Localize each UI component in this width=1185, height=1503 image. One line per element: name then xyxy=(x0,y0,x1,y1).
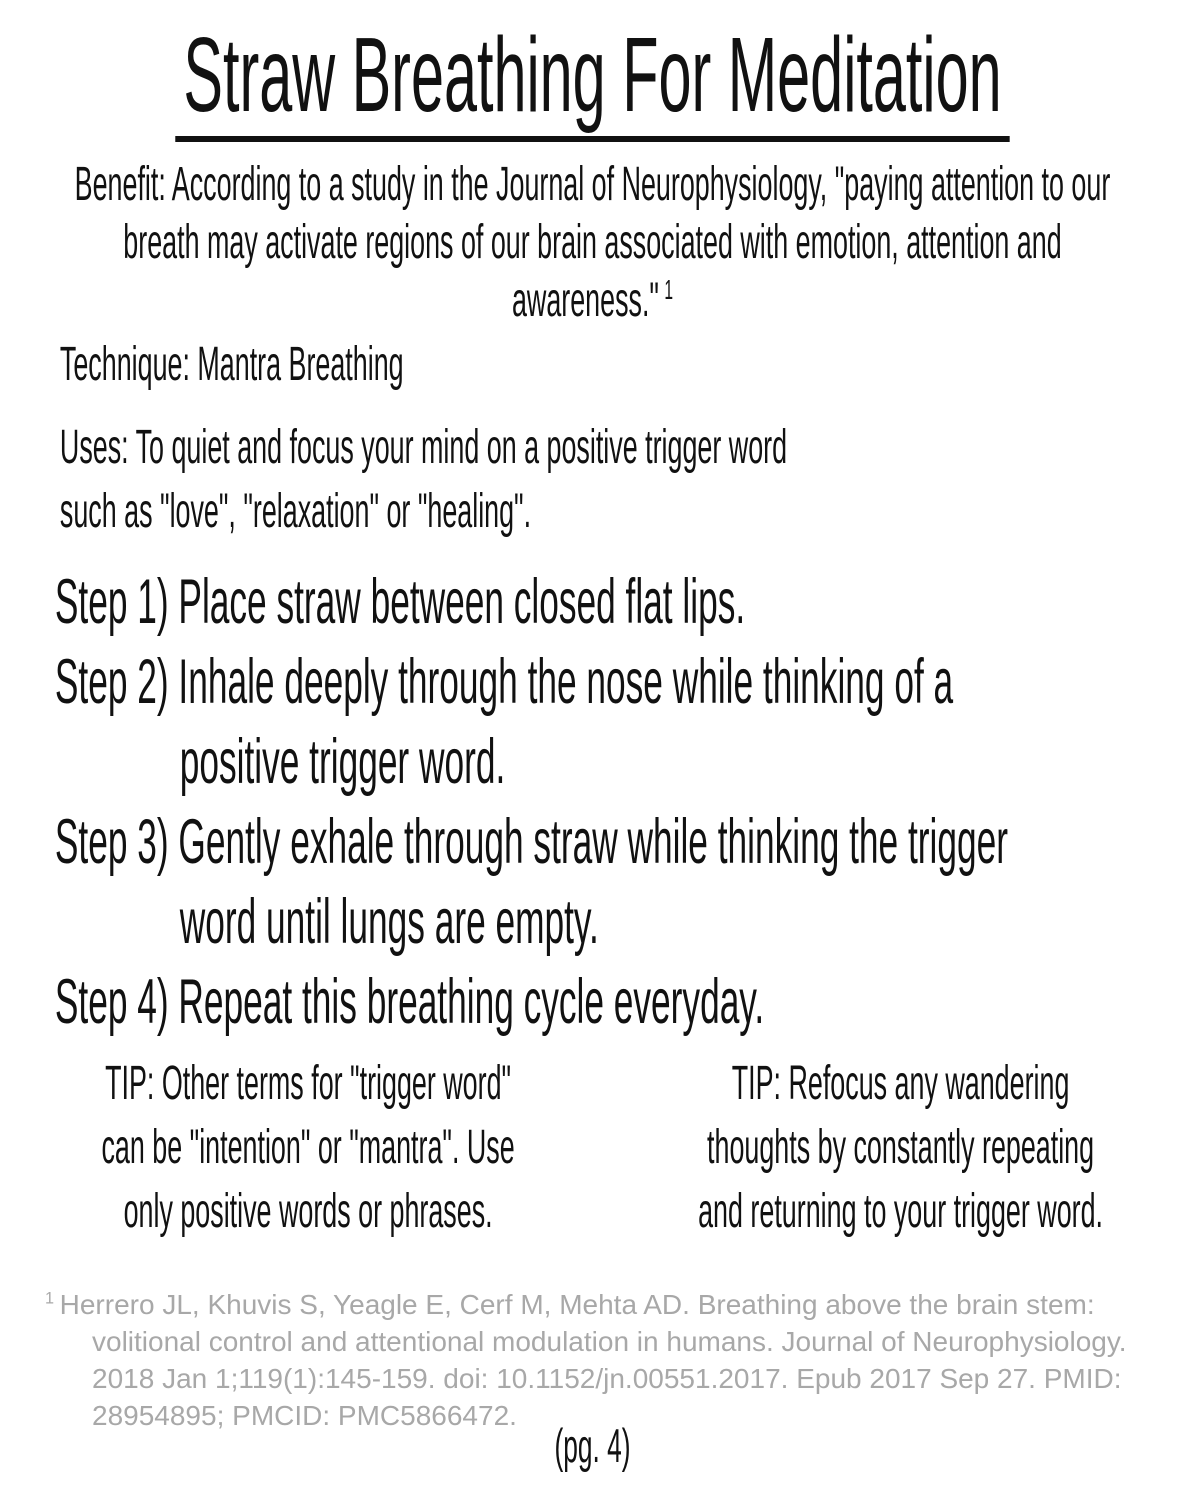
page-number-row xyxy=(0,1418,1185,1473)
footnote-reference-superscript: 1 xyxy=(664,273,674,305)
benefit-line-2: breath may activate regions of our brain associated with emotion, attention and xyxy=(123,215,1062,269)
tips-section xyxy=(0,1052,1185,1244)
step-3-line: Step 3) Gently exhale through straw while thinking the trigger xyxy=(54,806,1008,877)
page-title-text: Straw Breathing For Meditation xyxy=(176,25,1010,142)
tip-right-line-3: and returning to your trigger word. xyxy=(698,1184,1104,1238)
tip-left-line-1: TIP: Other terms for "trigger word" xyxy=(105,1056,512,1110)
tip-left xyxy=(0,1052,616,1244)
technique-line: Technique: Mantra Breathing xyxy=(59,337,404,391)
tip-left-line-3: only positive words or phrases. xyxy=(123,1184,493,1238)
footnote-line-1 xyxy=(0,1286,1185,1323)
page-title xyxy=(0,16,1185,142)
uses-line-1: Uses: To quiet and focus your mind on a positive trigger word xyxy=(59,420,788,474)
benefit-line-3-text: awareness." xyxy=(511,273,659,327)
step-2-line: Step 2) Inhale deeply through the nose while thinking of a xyxy=(54,646,954,717)
footnote-line-2: volitional control and attentional modulation in humans. Journal of Neurophysiology. xyxy=(92,1325,1127,1357)
steps-list xyxy=(55,562,1185,1042)
step-4-line: Step 4) Repeat this breathing cycle everyday. xyxy=(54,966,765,1037)
tip-right-line-2: thoughts by constantly repeating xyxy=(707,1120,1095,1174)
tip-right-line-1: TIP: Refocus any wandering xyxy=(731,1056,1070,1110)
benefit-line-1: Benefit: According to a study in the Journal of Neurophysiology, "paying attention to our xyxy=(74,157,1111,211)
citation-footnote xyxy=(0,1286,1185,1434)
step-1-line: Step 1) Place straw between closed flat lips. xyxy=(54,566,746,637)
page-number: (pg. 4) xyxy=(554,1418,631,1472)
footnote-marker: 1 xyxy=(45,1289,55,1308)
main-content xyxy=(0,16,1185,1244)
footnote-line-4: 28954895; PMCID: PMC5866472. xyxy=(92,1399,517,1431)
tip-right xyxy=(616,1052,1185,1244)
step-2-continuation: positive trigger word. xyxy=(179,726,506,797)
step-3-continuation: word until lungs are empty. xyxy=(179,886,599,957)
benefit-line-3 xyxy=(0,272,1185,330)
benefit-paragraph xyxy=(0,156,1185,330)
uses-paragraph xyxy=(60,416,1185,544)
footnote-line-1-text: Herrero JL, Khuvis S, Yeagle E, Cerf M, Mehta AD. Breathing above the brain stem: xyxy=(59,1288,1095,1320)
tip-left-line-2: can be "intention" or "mantra". Use xyxy=(101,1120,515,1174)
uses-line-2: such as "love", "relaxation" or "healing". xyxy=(59,484,532,538)
footnote-line-3: 2018 Jan 1;119(1):145-159. doi: 10.1152/jn.00551.2017. Epub 2017 Sep 27. PMID: xyxy=(92,1362,1122,1394)
